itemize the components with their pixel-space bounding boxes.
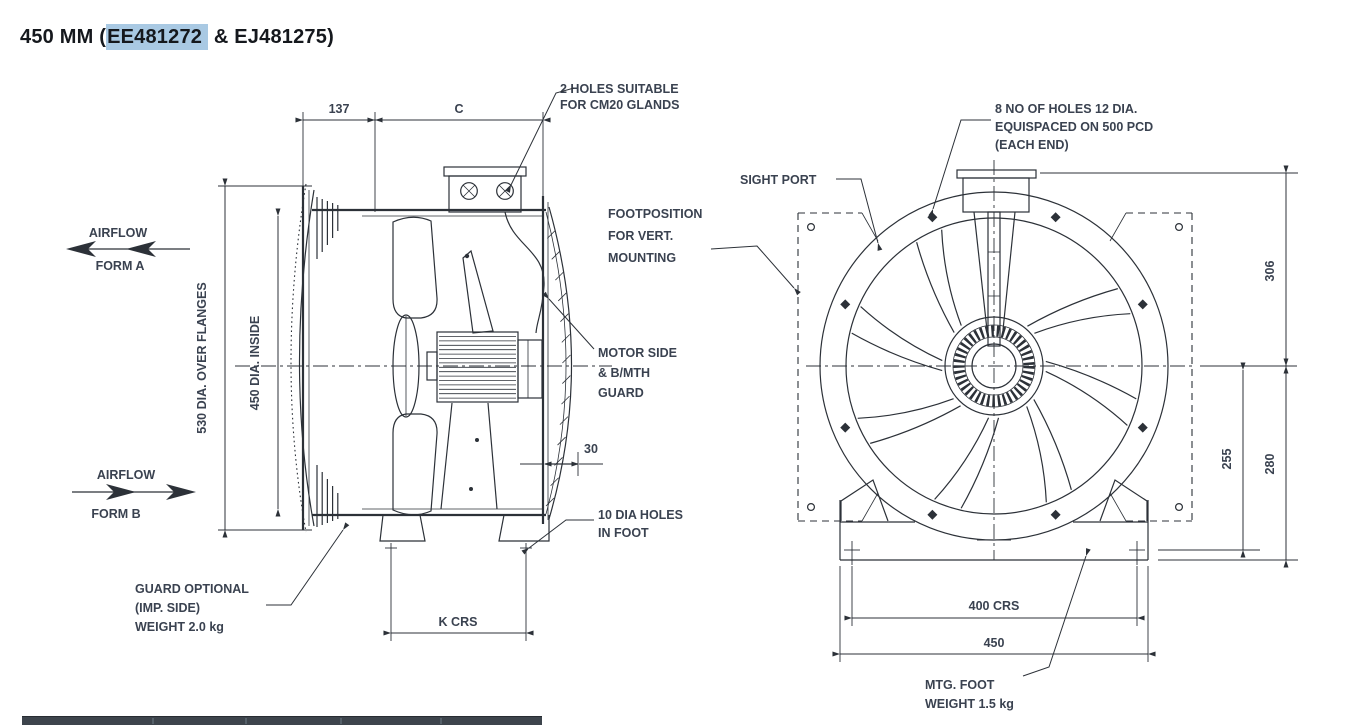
label-flange-holes-2: EQUISPACED ON 500 PCD: [995, 120, 1154, 134]
front-view-terminal-box: [957, 170, 1036, 212]
table-column-divider: [152, 718, 154, 724]
airflow-a-form: FORM A: [95, 259, 145, 273]
label-footposition-3: MOUNTING: [608, 251, 677, 265]
front-view-dimensions: [840, 173, 1298, 662]
dim-400-crs: 400 CRS: [968, 599, 1020, 613]
side-view-casing: [235, 184, 612, 532]
selected-text-highlight[interactable]: EE481272: [106, 24, 208, 50]
label-guard-optional-2: (IMP. SIDE): [135, 601, 201, 615]
dim-450-dia-inside: 450 DIA. INSIDE: [248, 315, 262, 411]
label-glands-1: 2 HOLES SUITABLE: [560, 82, 679, 96]
label-footposition-1: FOOTPOSITION: [608, 207, 703, 221]
label-footposition-2: FOR VERT.: [608, 229, 674, 243]
dim-280: 280: [1263, 453, 1277, 475]
label-flange-holes-1: 8 NO OF HOLES 12 DIA.: [995, 102, 1138, 116]
cropped-table-top-edge: [22, 716, 542, 725]
table-column-divider: [340, 718, 342, 724]
dim-255: 255: [1220, 448, 1234, 470]
airflow-b-form: FORM B: [91, 507, 141, 521]
label-flange-holes-3: (EACH END): [995, 138, 1069, 152]
table-column-divider: [440, 718, 442, 724]
dim-306: 306: [1263, 260, 1277, 282]
dim-30: 30: [584, 442, 598, 456]
dim-c: C: [454, 102, 464, 116]
side-view-terminal-box: [444, 167, 526, 212]
label-motor-side-3: GUARD: [598, 386, 644, 400]
side-view-feet: [380, 515, 549, 553]
table-column-divider: [245, 718, 247, 724]
side-view-labels: [135, 82, 794, 634]
airflow-b-label: AIRFLOW: [96, 468, 156, 482]
dim-137: 137: [328, 102, 350, 116]
label-mtg-foot-1: MTG. FOOT: [925, 678, 995, 692]
label-holes-in-foot-2: IN FOOT: [598, 526, 649, 540]
label-holes-in-foot-1: 10 DIA HOLES: [598, 508, 683, 522]
label-sight-port: SIGHT PORT: [740, 173, 817, 187]
title-part1: 450 MM (: [20, 26, 107, 48]
dim-530-dia-over-flanges: 530 DIA. OVER FLANGES: [195, 282, 209, 434]
bellmouth-mesh-hatch: [317, 197, 338, 527]
label-motor-side-2: & B/MTH: [598, 366, 651, 380]
label-glands-2: FOR CM20 GLANDS: [560, 98, 680, 112]
label-motor-side-1: MOTOR SIDE: [598, 346, 677, 360]
front-view-labels: [740, 102, 1153, 711]
label-mtg-foot-2: WEIGHT 1.5 kg: [925, 697, 1014, 711]
dim-k-crs: K CRS: [438, 615, 478, 629]
airflow-annotations: [66, 226, 196, 521]
label-guard-optional-1: GUARD OPTIONAL: [135, 582, 249, 596]
label-guard-optional-3: WEIGHT 2.0 kg: [135, 620, 224, 634]
motor-fins: [439, 337, 516, 399]
airflow-a-label: AIRFLOW: [88, 226, 148, 240]
title-part2: & EJ481275): [208, 26, 334, 48]
dim-450: 450: [983, 636, 1005, 650]
